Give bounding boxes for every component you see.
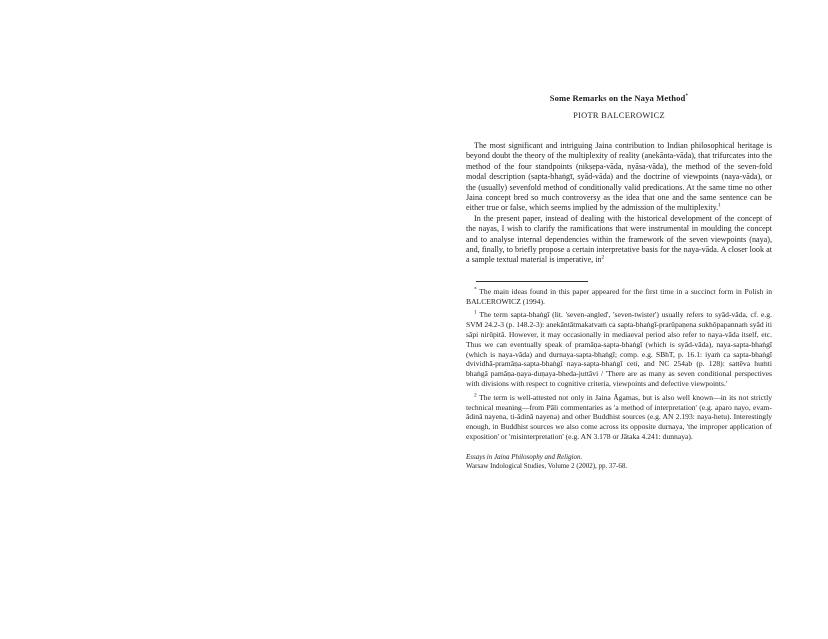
body-paragraph-1-text: The most significant and intriguing Jaina contribution to Indian philosophical heritage is beyond doubt the theory of the multiplexity of reality (anekānta-vāda), that trifurcates into the method of the four standpoints (nikṣepa-vāda, nyāsa-vāda), the method of the seven-fold modal description (sapta-bhaṅgī, syād-vāda) and the doctrine of viewpoints (naya-vāda), or the (usually) sevenfold method of conditionally valid predications. At the same time no other Jaina concept bred so much controversy as the idea that one and the same sentence can be either true or false, which seems implied by the admission of the multiplexity. (466, 141, 772, 213)
title-footnote-marker: * (685, 93, 689, 100)
footnote-text: The term sapta-bhaṅgī (lit. 'seven-angled', 'seven-twister') usually refers to syād-vāda, cf. e.g. SVM 24.2-3 (p. 148.2-3): anekāntātmakatvaṁ ca sapta-bhaṅgī-prarūpaṇena sukhôpapannaṁ syād iti sâpi nirūpitā. However, it may occasionally in mediaeval period also refer to naya-vāda itself, etc. Thus we can eventually speak of pramāṇa-sapta-bhaṅgī (which is syād-vāda), naya-sapta-bhaṅgī (which is naya-vāda) and durnaya-sapta-bhaṅgī; comp. e.g. SBhT, p. 16.1: iyaṁ ca sapta-bhaṅgī dvividhā-pramāṇa-sapta-bhaṅgī naya-sapta-bhaṅgī ceti, and NC 254ab (p. 128): sattêva huṁti bhaṅgā pamāṇa-ṇaya-duṇaya-bheda-juttāvi / 'There are as many as seven conditional perspectives with divisions with respect to cognitive criteria, viewpoints and defective viewpoints.' (466, 310, 772, 389)
body-paragraph-2-text: In the present paper, instead of dealing with the historical development of the concept of the nayas, I wish to clarify the ramifications that were instrumental in moulding the concept and to analyse internal dependencies within the framework of the seven viewpoints (naya), and, finally, to briefly propose a certain interpretative basis for the naya-vāda. A closer look at a sample textual material is imperative, in (466, 213, 772, 265)
author-name: PIOTR BALCEROWICZ (573, 111, 665, 120)
article-title (466, 92, 772, 104)
footnote-marker: * (474, 286, 477, 293)
article-title-text: Some Remarks on the Naya Method (549, 93, 686, 103)
footnote-ref-2: 2 (601, 254, 605, 261)
body-paragraph-1 (466, 141, 772, 214)
footnote-2 (466, 393, 772, 442)
footnote-text: The term is well-attested not only in Jaina Āgamas, but is also well known—in its not strictly technical meaning—from Pāli commentaries as 'a method of interpretation' (e.g. aparo nayo, evam-ādinā nayena, ti-ādinā nayena) and other Buddhist sources (e.g. AN 2.193: naya-hetu). Interestingly enough, in Buddhist sources we also come across its opposite durnaya, 'the improper application of exposition' or 'misinterpretation' (e.g. AN 3.178 or Jātaka 4.241: dunnaya). (466, 392, 772, 442)
footnote-separator (476, 281, 588, 282)
footnotes (466, 287, 772, 442)
footnote-text: The main ideas found in this paper appeared for the first time in a succinct form in Polish in BALCEROWICZ (1994). (466, 286, 772, 306)
footnote-marker: 2 (474, 392, 477, 399)
footnote-title (466, 287, 772, 307)
publication-volume: Warsaw Indological Studies, Volume 2 (2002), pp. 37-68. (466, 462, 628, 471)
body-paragraph-2 (466, 214, 772, 266)
footnote-marker: 1 (474, 309, 477, 316)
footnote-1 (466, 310, 772, 388)
text-column (466, 92, 772, 472)
publication-info (466, 453, 772, 472)
footnote-ref-1: 1 (718, 202, 721, 209)
article-body (466, 141, 772, 266)
publication-series: Essays in Jaina Philosophy and Religion. (466, 452, 583, 461)
